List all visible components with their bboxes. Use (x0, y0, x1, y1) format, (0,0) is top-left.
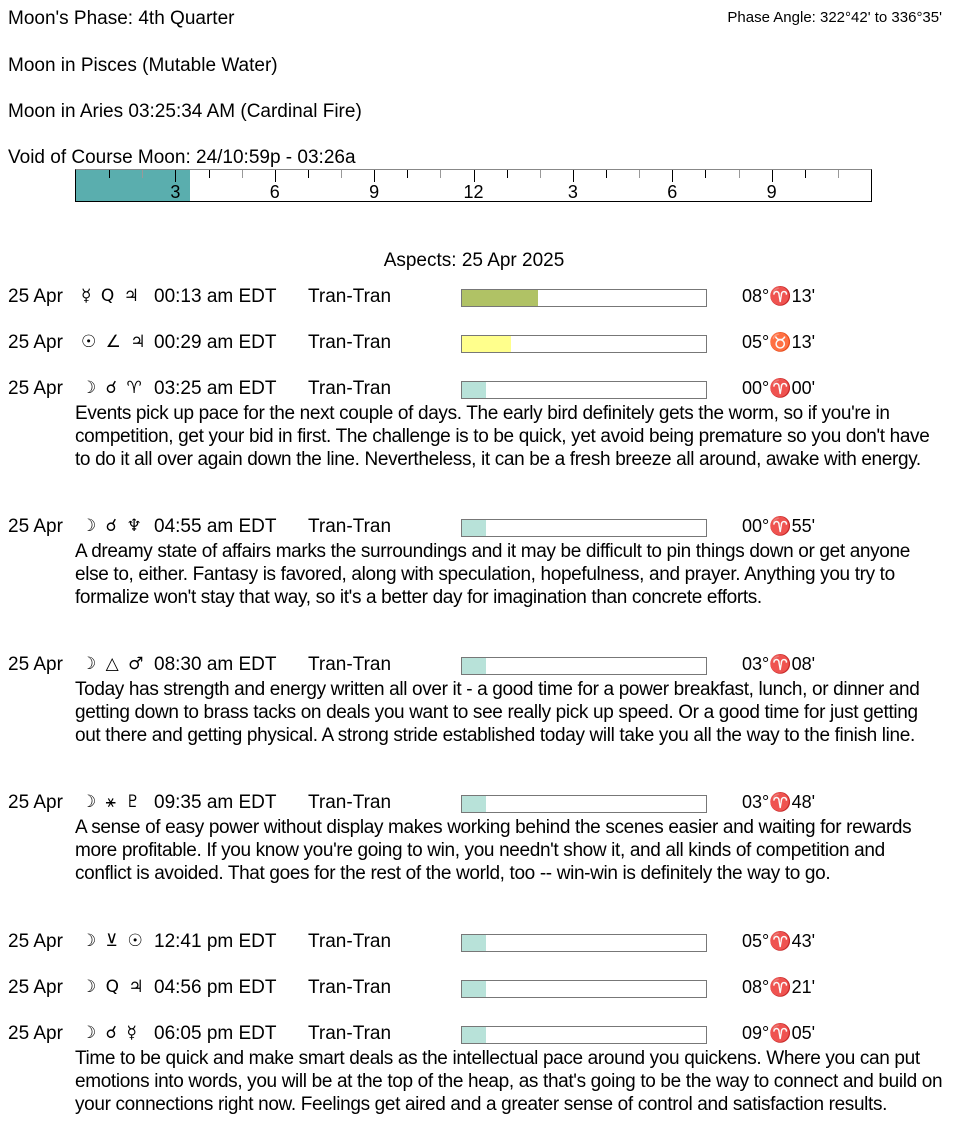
timeline-tick (573, 170, 574, 182)
aspects-title: Aspects: 25 Apr 2025 (383, 250, 565, 271)
aspect-kind: Tran-Tran (308, 654, 392, 675)
aspect-description: A dreamy state of affairs marks the surroundings and it may be difficult to pin things down or get anyone else to, either. Fantasy is favored, along with speculation, hopefulness, and prayer. Anything you try to formalize won't stay that way, so it's a better day for imagination than concrete efforts. (75, 541, 910, 608)
aspect-glyphs-icon: ☽ Q ♃ (81, 977, 146, 997)
aspect-description: Today has strength and energy written all over it - a good time for a power breakfast, lunch, or dinner and getting down to brass tacks on deals you want to see really pick up speed. Or a good time for just getting out there and getting physical. A strong stride established today will take you all the way to the finish line. (75, 679, 920, 746)
timeline-hour-label: 9 (369, 182, 380, 202)
timeline-tick (772, 170, 773, 182)
aspect-time: 03:25 am EDT (154, 378, 277, 399)
aspect-position: 08°♈13' (742, 286, 816, 306)
aspect-kind: Tran-Tran (308, 286, 392, 307)
aspect-strength-bar (461, 381, 707, 399)
aspect-strength-fill (462, 935, 486, 951)
aspect-date: 25 Apr (8, 931, 63, 952)
aspect-date: 25 Apr (8, 378, 63, 399)
aspect-position: 03°♈48' (742, 792, 816, 812)
timeline-tick (275, 170, 276, 182)
aspect-strength-bar (461, 795, 707, 813)
aspect-time: 09:35 am EDT (154, 792, 277, 813)
timeline-tick (705, 170, 706, 178)
timeline-tick (739, 170, 740, 178)
aspect-strength-fill (462, 382, 486, 398)
aspect-glyphs-icon: ☽ ☌ ♆ (81, 516, 144, 536)
aspect-date: 25 Apr (8, 977, 63, 998)
timeline-tick (308, 170, 309, 178)
aspect-kind: Tran-Tran (308, 792, 392, 813)
timeline-hour-label: 6 (269, 182, 280, 202)
aspect-kind: Tran-Tran (308, 931, 392, 952)
aspect-glyphs-icon: ☿ Q ♃ (81, 286, 141, 306)
aspect-strength-fill (462, 336, 511, 352)
timeline-tick (507, 170, 508, 178)
timeline-tick (407, 170, 408, 178)
aspect-time: 08:30 am EDT (154, 654, 277, 675)
aspect-glyphs-icon: ☽ ☌ ♈ (81, 378, 144, 398)
aspect-date: 25 Apr (8, 516, 63, 537)
aspect-strength-bar (461, 1026, 707, 1044)
timeline-tick (474, 170, 475, 182)
aspect-strength-fill (462, 796, 486, 812)
aspect-position: 05°♈43' (742, 931, 816, 951)
timeline-hour-label: 9 (766, 182, 777, 202)
timeline-tick (672, 170, 673, 182)
moon-ingress: Moon in Aries 03:25:34 AM (Cardinal Fire) (8, 101, 362, 122)
timeline-tick (109, 170, 110, 178)
void-of-course: Void of Course Moon: 24/10:59p - 03:26a (8, 147, 356, 168)
aspect-strength-bar (461, 980, 707, 998)
aspect-strength-fill (462, 981, 486, 997)
timeline-tick (142, 170, 143, 178)
aspect-time: 04:56 pm EDT (154, 977, 277, 998)
aspect-glyphs-icon: ☽ ⚹ ♇ (81, 792, 143, 812)
aspect-date: 25 Apr (8, 332, 63, 353)
aspect-time: 04:55 am EDT (154, 516, 277, 537)
aspect-strength-fill (462, 1027, 486, 1043)
aspect-kind: Tran-Tran (308, 977, 392, 998)
timeline-tick (440, 170, 441, 178)
aspect-kind: Tran-Tran (308, 332, 392, 353)
aspect-time: 06:05 pm EDT (154, 1023, 277, 1044)
aspect-strength-fill (462, 520, 486, 536)
timeline-tick (209, 170, 210, 178)
timeline-hour-label: 6 (667, 182, 678, 202)
aspect-kind: Tran-Tran (308, 516, 392, 537)
aspect-glyphs-icon: ☉ ∠ ♃ (81, 332, 148, 352)
aspect-time: 12:41 pm EDT (154, 931, 277, 952)
aspect-date: 25 Apr (8, 286, 63, 307)
aspect-glyphs-icon: ☽ ☌ ☿ (81, 1023, 139, 1043)
moon-sign: Moon in Pisces (Mutable Water) (8, 55, 278, 76)
aspect-strength-bar (461, 657, 707, 675)
aspect-glyphs-icon: ☽ △ ♂ (81, 654, 146, 674)
aspect-time: 00:29 am EDT (154, 332, 277, 353)
timeline-tick (606, 170, 607, 178)
aspect-date: 25 Apr (8, 1023, 63, 1044)
aspect-date: 25 Apr (8, 792, 63, 813)
aspect-strength-fill (462, 290, 538, 306)
aspect-position: 08°♈21' (742, 977, 816, 997)
aspect-strength-bar (461, 934, 707, 952)
timeline-hour-label: 12 (463, 182, 484, 202)
aspect-position: 00°♈55' (742, 516, 816, 536)
timeline-tick (374, 170, 375, 182)
aspect-kind: Tran-Tran (308, 1023, 392, 1044)
aspect-description: Events pick up pace for the next couple of days. The early bird definitely gets the worm, so if you're in competition, get your bid in first. The challenge is to be quick, yet avoid being premature so you don't have to do it all over again down the line. Nevertheless, it can be a fresh breeze all around, awake with energy. (75, 403, 930, 470)
moon-phase: Moon's Phase: 4th Quarter (8, 8, 235, 29)
timeline-tick (805, 170, 806, 178)
aspect-kind: Tran-Tran (308, 378, 392, 399)
aspect-strength-bar (461, 519, 707, 537)
aspect-position: 09°♈05' (742, 1023, 816, 1043)
aspect-position: 00°♈00' (742, 378, 816, 398)
aspect-position: 03°♈08' (742, 654, 816, 674)
timeline-tick (540, 170, 541, 178)
timeline-tick (242, 170, 243, 178)
void-of-course-timeline (75, 169, 872, 202)
aspect-position: 05°♉13' (742, 332, 816, 352)
aspect-time: 00:13 am EDT (154, 286, 277, 307)
aspect-date: 25 Apr (8, 654, 63, 675)
timeline-tick (838, 170, 839, 178)
aspect-strength-bar (461, 335, 707, 353)
timeline-tick (341, 170, 342, 178)
timeline-tick (175, 170, 176, 182)
timeline-hour-label: 3 (567, 182, 578, 202)
timeline-tick (639, 170, 640, 178)
timeline-hour-label: 3 (170, 182, 181, 202)
aspect-strength-bar (461, 289, 707, 307)
aspect-description: Time to be quick and make smart deals as the intellectual pace around you quickens. Where you can put emotions into words, you will be at the top of the heap, as that's going to be the way to connect and build on your connections right now. Feelings get aired and a greater sense of control and satisfaction results. (75, 1048, 943, 1115)
phase-angle: Phase Angle: 322°42' to 336°35' (727, 9, 942, 26)
aspect-strength-fill (462, 658, 486, 674)
aspect-glyphs-icon: ☽ ⊻ ☉ (81, 931, 145, 951)
aspect-description: A sense of easy power without display makes working behind the scenes easier and waiting for rewards more profitable. If you know you're going to win, you needn't show it, and all kinds of competition and conflict is avoided. That goes for the rest of the world, too -- win-win is definitely the way to go. (75, 817, 912, 884)
